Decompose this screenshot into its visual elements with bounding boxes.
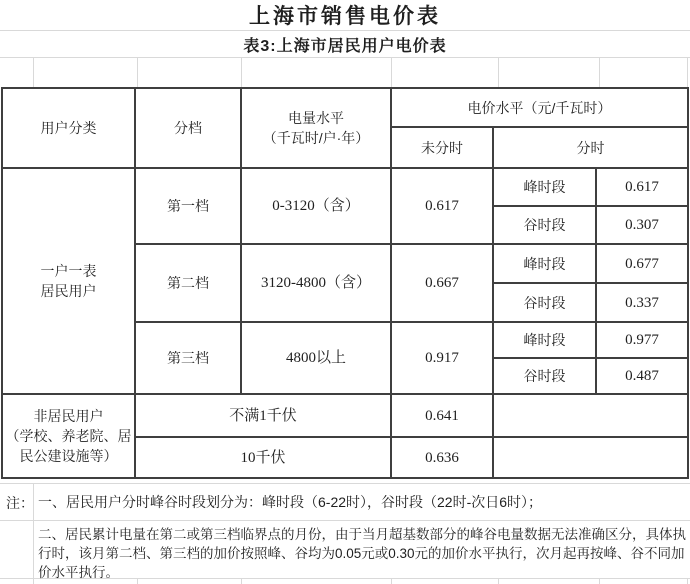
tier1-flat-value: 0.617 — [425, 198, 459, 214]
tier2-range: 3120-4800（含） — [261, 275, 371, 291]
tier3-valley-value-cell — [596, 358, 688, 394]
tier3-peak-value: 0.977 — [625, 332, 659, 348]
tier2-valley-label: 谷时段 — [523, 294, 566, 311]
gridline — [241, 578, 242, 584]
tier2-peak-value: 0.677 — [625, 255, 659, 272]
tier2-valley-value-cell — [596, 283, 688, 322]
tier3-valley-label-cell — [493, 358, 596, 394]
non-resident-row1-flat-cell — [391, 394, 493, 437]
header-tier — [135, 88, 241, 168]
gridline — [599, 57, 600, 88]
tier2-name: 第二档 — [167, 275, 209, 291]
header-user-category — [2, 88, 135, 168]
gridline — [137, 57, 138, 88]
tier2-peak-label: 峰时段 — [523, 255, 566, 272]
tier3-valley-value: 0.487 — [625, 368, 659, 384]
gridline — [498, 57, 499, 88]
tier1-valley-value-cell — [596, 206, 688, 244]
tier1-peak-value-cell — [596, 168, 688, 206]
tier2-peak-label-cell — [493, 244, 596, 283]
tier1-name-cell — [135, 168, 241, 244]
resident-category-line2: 居民用户 — [40, 283, 97, 299]
header-tou — [493, 127, 688, 168]
tier3-range-cell — [241, 322, 391, 394]
tier3-flat-value: 0.917 — [425, 350, 459, 366]
non-resident-row2-voltage-cell — [135, 437, 391, 478]
tier2-range-cell — [241, 244, 391, 322]
tier2-valley-label-cell — [493, 283, 596, 322]
tier3-name-cell — [135, 322, 241, 394]
tier3-flat-cell — [391, 322, 493, 394]
gridline — [391, 578, 392, 584]
gridline — [241, 57, 242, 88]
gridline — [33, 57, 34, 88]
tier2-peak-value-cell — [596, 244, 688, 283]
tier1-valley-label: 谷时段 — [523, 217, 566, 233]
tier2-name-cell — [135, 244, 241, 322]
non-resident-row1-flat-value: 0.641 — [425, 407, 459, 424]
header-energy-level — [241, 88, 391, 168]
non-resident-row1-voltage: 不满1千伏 — [229, 407, 297, 424]
note-item-1: 一、居民用户分时峰谷时段划分为：峰时段（6-22时），谷时段（22时-次日6时）； — [38, 494, 543, 510]
tier3-peak-value-cell — [596, 322, 688, 358]
non-resident-line1: 非居民用户 — [33, 408, 104, 424]
tier3-range: 4800以上 — [285, 350, 346, 366]
gridline — [498, 578, 499, 584]
non-resident-row2-flat-value: 0.636 — [425, 449, 459, 466]
header-flat-rate — [391, 127, 493, 168]
tier1-name: 第一档 — [167, 198, 209, 214]
non-resident-line2: （学校、养老院、居 — [5, 428, 132, 444]
non-resident-row2-tou-cell — [493, 437, 688, 478]
tier1-flat-cell — [391, 168, 493, 244]
gridline — [687, 578, 688, 584]
gridline — [33, 578, 34, 584]
header-price-level — [391, 88, 688, 127]
gridline — [599, 578, 600, 584]
tier2-valley-value: 0.337 — [625, 294, 659, 311]
resident-category-line1: 一户一表 — [40, 263, 97, 279]
tier2-flat-value: 0.667 — [425, 275, 459, 291]
resident-category-cell — [2, 168, 135, 394]
header-user-category-label: 用户分类 — [40, 120, 97, 136]
gridline — [687, 57, 688, 88]
tier3-name: 第三档 — [167, 350, 209, 366]
tier1-valley-label-cell — [493, 206, 596, 244]
notes-label: 注： — [6, 495, 34, 511]
tier1-range-cell — [241, 168, 391, 244]
non-resident-category-cell — [2, 394, 135, 478]
header-energy-level-line1: 电量水平 — [288, 110, 344, 126]
tier1-range: 0-3120（含） — [272, 198, 360, 214]
gridline — [391, 57, 392, 88]
note-item-2: 二、居民累计电量在第二或第三档临界点的月份，由于当月超基数部分的峰谷电量数据无法准确区分，具体执行时，该月第二档、第三档的加价按照峰、谷均为0.05元或0.30元的加价水平执行，次月起再按峰、谷不同加价水平执行。 — [38, 527, 686, 580]
header-price-level-label: 电价水平（元/千瓦时） — [467, 99, 612, 116]
gridline — [0, 57, 690, 58]
gridline — [137, 578, 138, 584]
tier1-valley-value: 0.307 — [625, 217, 659, 233]
tier1-peak-value: 0.617 — [625, 179, 659, 195]
header-tier-label: 分档 — [174, 120, 202, 136]
non-resident-row1-voltage-cell — [135, 394, 391, 437]
header-flat-rate-label: 未分时 — [421, 139, 463, 156]
header-energy-level-line2: （千瓦时/户·年） — [262, 130, 370, 146]
tier3-peak-label-cell — [493, 322, 596, 358]
non-resident-line3: 民公建设施等） — [19, 448, 118, 464]
tier1-peak-label: 峰时段 — [523, 179, 566, 195]
tier2-flat-cell — [391, 244, 493, 322]
non-resident-row1-tou-cell — [493, 394, 688, 437]
non-resident-row2-flat-cell — [391, 437, 493, 478]
page-title: 上海市销售电价表 — [249, 5, 441, 28]
table-subtitle: 表3:上海市居民用户电价表 — [243, 37, 447, 55]
tier3-peak-label: 峰时段 — [523, 332, 566, 348]
non-resident-row2-voltage: 10千伏 — [240, 449, 286, 466]
header-tou-label: 分时 — [576, 139, 605, 156]
tier3-valley-label: 谷时段 — [523, 368, 566, 384]
tier1-peak-label-cell — [493, 168, 596, 206]
